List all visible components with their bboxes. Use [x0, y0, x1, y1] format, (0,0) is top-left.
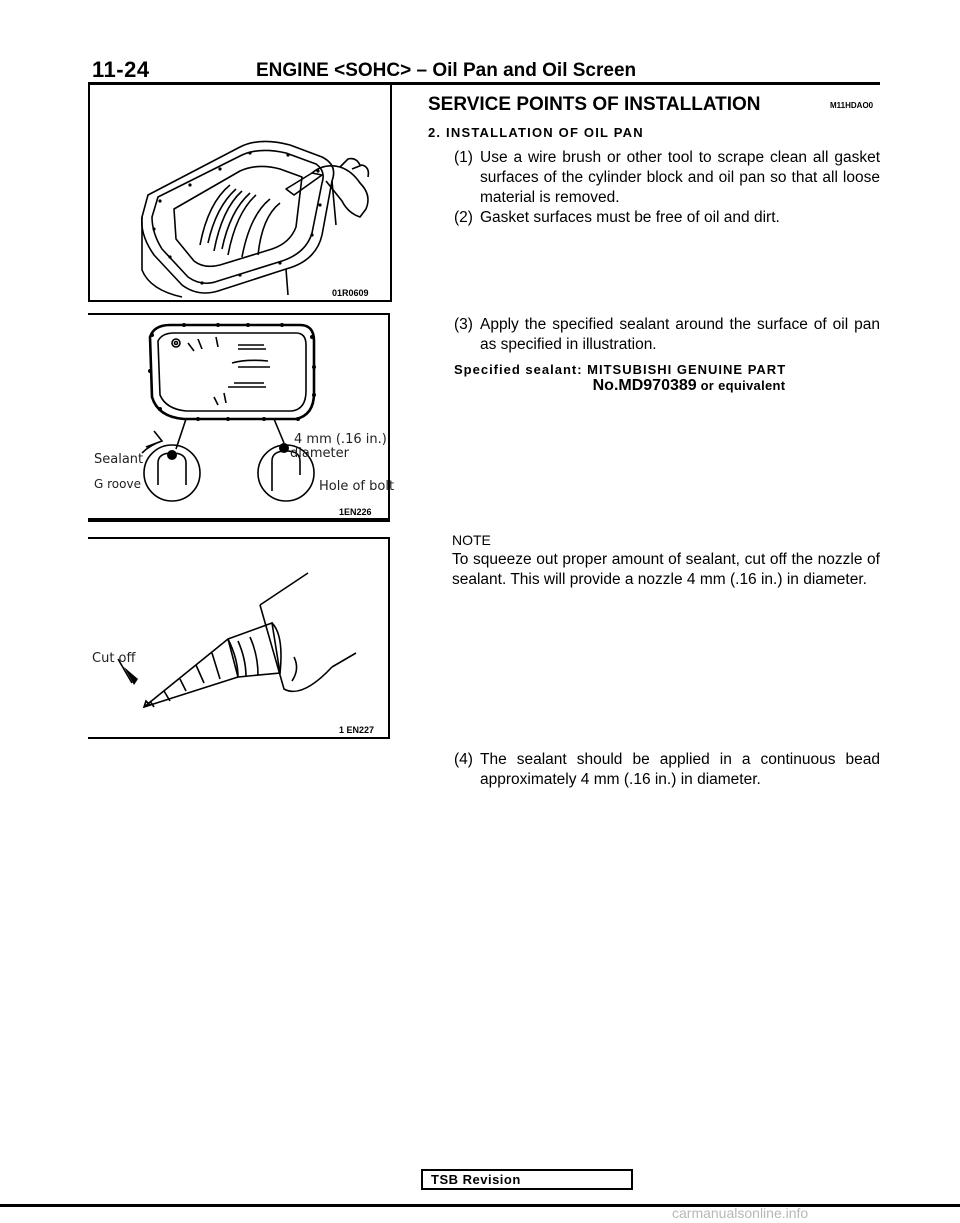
step-2: [454, 208, 880, 228]
oil-pan-brush-illustration: [90, 85, 390, 300]
nozzle-illustration: [88, 539, 388, 737]
label-cut-off: Cut off: [92, 651, 136, 666]
label-diameter: diameter: [290, 446, 349, 461]
tsb-revision-box: TSB Revision: [421, 1169, 633, 1190]
figure-sealant-nozzle: [88, 537, 390, 739]
figure-code: 1EN226: [339, 507, 372, 517]
figure-sealant-pattern: [88, 313, 395, 522]
figure-divider: [88, 518, 390, 520]
spec-line: Specified sealant: MITSUBISHI GENUINE PART: [454, 362, 787, 377]
step-text: Use a wire brush or other tool to scrape clean all gasket surfaces of the cylinder block and oil pan so that all loose material is removed.: [480, 149, 880, 206]
spec-suffix: or equivalent: [696, 378, 786, 393]
subsection-title: 2. INSTALLATION OF OIL PAN: [428, 125, 644, 140]
step-number: (4): [454, 751, 473, 768]
step-number: (1): [454, 149, 473, 166]
label-size: 4 mm (.16 in.): [294, 432, 387, 447]
note-heading: NOTE: [452, 532, 491, 548]
section-code: M11HDAO0: [830, 101, 874, 110]
step-4: [454, 750, 880, 790]
page-number: 11-24: [92, 57, 150, 82]
label-hole-of-bolt: Hole of bolt: [319, 479, 395, 494]
note-text: To squeeze out proper amount of sealant, cut off the nozzle of sealant. This will provide a nozzle 4 mm (.16 in.) in diameter.: [452, 551, 880, 588]
step-3: [454, 315, 880, 355]
page-title: ENGINE <SOHC> – Oil Pan and Oil Screen: [256, 60, 637, 81]
watermark: carmanualsonline.info: [672, 1205, 809, 1221]
figure-code: 01R0609: [332, 288, 369, 298]
step-text: Apply the specified sealant around the surface of oil pan as specified in illustration.: [480, 316, 880, 353]
specified-sealant: [454, 362, 880, 394]
figure-oil-pan-brush: [88, 85, 392, 302]
footer-rule: [0, 1204, 960, 1207]
step-number: (3): [454, 316, 473, 333]
section-title: SERVICE POINTS OF INSTALLATION: [428, 94, 761, 115]
label-groove: G roove: [94, 477, 141, 491]
label-sealant: Sealant: [94, 452, 144, 467]
step-text: The sealant should be applied in a continuous bead approximately 4 mm (.16 in.) in diameter.: [480, 751, 880, 788]
spec-part-number: No.MD970389: [592, 377, 697, 394]
figure-code: 1 EN227: [339, 725, 375, 735]
step-text: Gasket surfaces must be free of oil and dirt.: [480, 209, 780, 226]
step-number: (2): [454, 209, 473, 226]
step-1: [454, 148, 880, 208]
